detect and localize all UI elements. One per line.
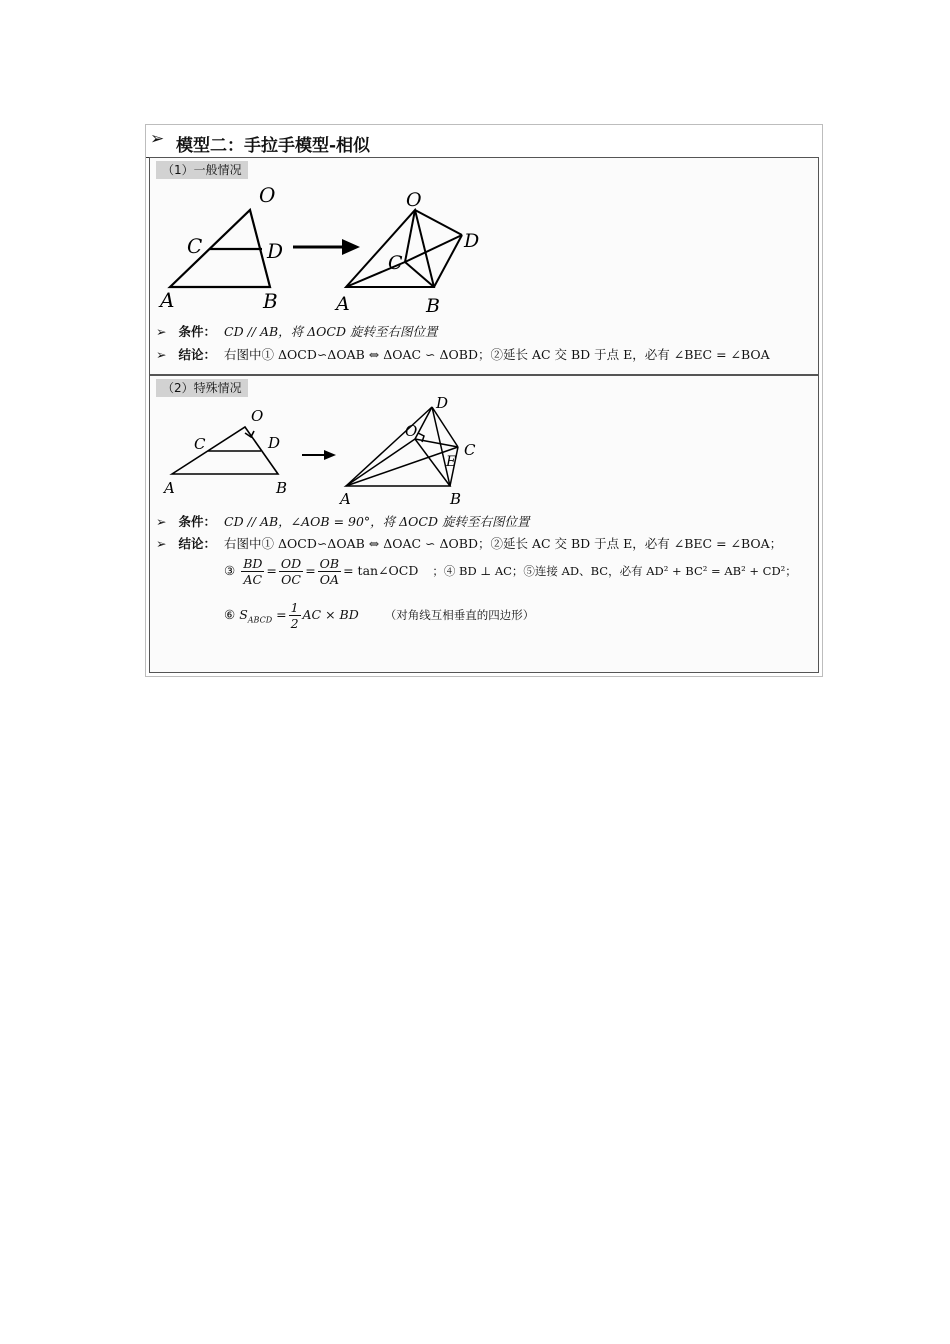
- label-o: O: [259, 183, 276, 207]
- fraction-bd-ac: $\frac{BD}{AC}$: [243, 556, 263, 587]
- arrow-bullet-icon: ➢: [156, 514, 167, 529]
- segment-ac: [346, 447, 458, 486]
- label-o: O: [406, 189, 422, 211]
- condition-label: 条件：: [178, 514, 216, 529]
- arrow-bullet-icon: ➢: [150, 129, 165, 149]
- conclusion-text: 右图中① ΔOCD∽ΔOAB ⇔ ΔOAC ∽ ΔOBD；②延长 AC 交 BD 于点 E，必有 ∠BEC = ∠BOA；: [224, 536, 783, 551]
- general-case-panel: [149, 157, 819, 375]
- model-card: [145, 124, 823, 677]
- area-symbol: S: [239, 607, 248, 622]
- label-e: E: [446, 454, 457, 470]
- label-c: C: [194, 435, 206, 453]
- label-a: A: [160, 288, 175, 312]
- label-a: A: [164, 479, 175, 497]
- item-6-number: ⑥: [224, 607, 236, 622]
- arrow-bullet-icon: ➢: [156, 324, 167, 339]
- label-o: O: [405, 422, 418, 440]
- label-b: B: [263, 289, 278, 313]
- item-3-number: ③: [224, 563, 236, 578]
- conclusion-item-6: ⑥ $S_{ABCD}$ = $\frac{1}{2}$ AC × BD （对角线互相垂直的四边形）: [224, 600, 535, 631]
- condition-text: CD // AB，将 ΔOCD 旋转至右图位置: [224, 324, 438, 339]
- label-b: B: [426, 295, 440, 317]
- triangle-oab-rotated: [346, 439, 450, 486]
- special-case-tag: （2）特殊情况: [156, 379, 248, 397]
- label-d: D: [464, 230, 480, 252]
- general-case-figures: [150, 158, 820, 376]
- conclusion-text: 右图中① ΔOCD∽ΔOAB ⇔ ΔOAC ∽ ΔOBD；②延长 AC 交 BD 于点 E，必有 ∠BEC = ∠BOA: [224, 347, 770, 362]
- area-note: （对角线互相垂直的四边形）: [384, 608, 535, 622]
- label-a: A: [340, 490, 351, 508]
- area-expression: AC × BD: [302, 607, 359, 622]
- general-case-tag: （1）一般情况: [156, 161, 248, 179]
- label-c: C: [187, 234, 203, 258]
- transform-arrow: [302, 450, 336, 460]
- segment-od: [415, 210, 462, 235]
- label-o: O: [251, 407, 264, 425]
- section-title: 模型二：手拉手模型-相似: [176, 136, 371, 156]
- fraction-ob-oa: $\frac{OB}{OA}$: [319, 556, 340, 587]
- label-d: D: [436, 394, 449, 412]
- general-conclusion: [156, 345, 770, 363]
- label-a: A: [336, 293, 350, 315]
- segment-ad: [346, 407, 432, 486]
- condition-text: CD // AB，∠AOB = 90°，将 ΔOCD 旋转至右图位置: [224, 514, 530, 529]
- transform-arrow: [293, 239, 360, 255]
- label-b: B: [276, 479, 288, 497]
- segment-cd: [405, 235, 462, 262]
- arrow-bullet-icon: ➢: [156, 536, 167, 551]
- special-left-figure: [172, 427, 281, 474]
- conclusion-label: 结论：: [178, 347, 216, 362]
- label-c: C: [388, 252, 403, 274]
- arrow-bullet-icon: ➢: [156, 347, 167, 362]
- special-case-panel: [149, 375, 819, 673]
- fraction-od-oc: $\frac{OD}{OC}$: [280, 556, 302, 587]
- general-right-figure: [346, 210, 462, 287]
- items-4-5-text: ；④ BD ⊥ AC；⑤连接 AD、BC，必有 AD² + BC² = AB² + CD²；: [432, 564, 797, 578]
- label-b: B: [450, 490, 462, 508]
- segment-od: [415, 407, 432, 439]
- segment-oc: [415, 439, 458, 447]
- special-right-figure: [346, 407, 458, 486]
- label-d: D: [267, 239, 284, 263]
- conclusion-item-3-5: ③ $\frac{BD}{AC}$ = $\frac{OD}{OC}$ = $\frac{OB}{OA}$ = tan∠OCD ；④ BD ⊥ AC；⑤连接 AD、BC，必有 AD² + BC² = AB² + CD²；: [224, 556, 797, 587]
- tan-expression: = tan∠OCD: [343, 563, 419, 578]
- special-condition: [156, 512, 530, 530]
- special-conclusion: [156, 534, 782, 552]
- label-d: D: [268, 434, 281, 452]
- area-subscript: ABCD: [247, 615, 273, 625]
- condition-label: 条件：: [178, 324, 216, 339]
- label-c: C: [464, 441, 476, 459]
- general-condition: [156, 322, 437, 340]
- fraction-half: $\frac{1}{2}$: [290, 600, 299, 631]
- segment-oc: [405, 210, 415, 262]
- conclusion-label: 结论：: [178, 536, 216, 551]
- general-left-figure: [170, 210, 270, 287]
- section-heading: [146, 125, 806, 158]
- segment-db: [434, 235, 462, 287]
